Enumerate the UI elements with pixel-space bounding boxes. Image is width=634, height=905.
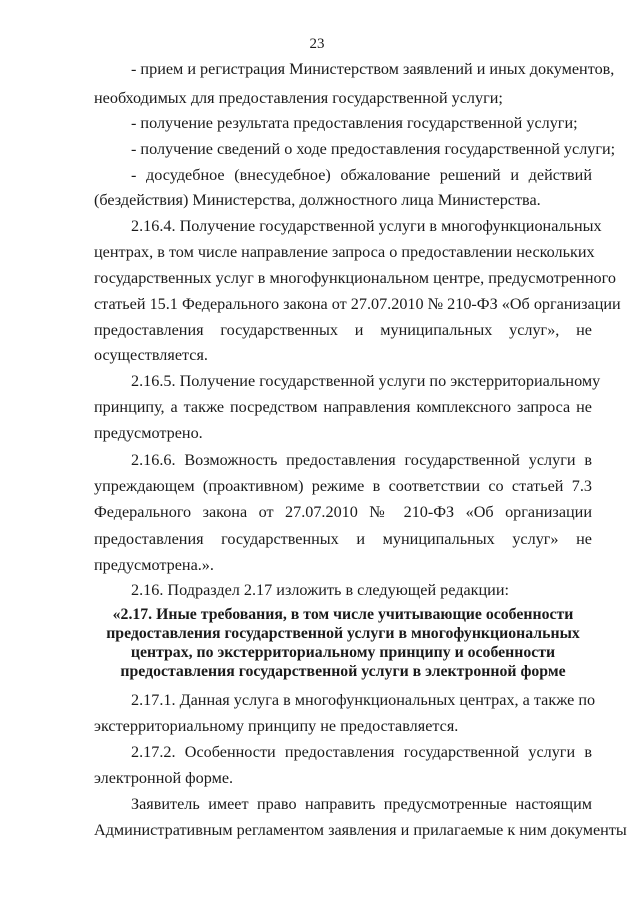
text-line: центрах, в том числе направление запроса о предоставлении нескольких (94, 243, 595, 261)
section-heading-line: центрах, по экстерриториальному принципу и особенности (130, 644, 556, 661)
text-line: 2.16. Подраздел 2.17 изложить в следующей редакции: (131, 581, 509, 599)
text-line: государственных услуг в многофункциональном центре, предусмотренного (94, 269, 616, 287)
text-line: предусмотрено. (94, 424, 203, 442)
text-line: принципу, а также посредством направления комплексного запроса не (94, 398, 592, 416)
text-line: 2.16.5. Получение государственной услуги по экстерриториальному (131, 372, 601, 390)
text-line: Заявитель имеет право направить предусмотренные настоящим (131, 795, 592, 813)
text-line: упреждающем (проактивном) режиме в соответствии со статьей 7.3 (94, 477, 592, 495)
text-line: - досудебное (внесудебное) обжалование решений и действий (131, 166, 592, 184)
text-line: статьей 15.1 Федерального закона от 27.07.2010 № 210-ФЗ «Об организации (94, 295, 621, 313)
text-line: предусмотрена.». (94, 556, 214, 574)
text-line: 2.17.1. Данная услуга в многофункциональных центрах, а также по (131, 691, 596, 709)
text-line: необходимых для предоставления государственной услуги; (94, 89, 503, 107)
text-line: - получение сведений о ходе предоставления государственной услуги; (131, 140, 616, 158)
text-line: предоставления государственных и муниципальных услуг», не (94, 321, 592, 339)
text-line: - получение результата предоставления государственной услуги; (131, 114, 578, 132)
section-heading-line: предоставления государственной услуги в многофункциональных (106, 625, 580, 642)
text-line: Федерального закона от 27.07.2010 № 210-ФЗ «Об организации (94, 503, 592, 521)
text-line: электронной форме. (94, 769, 234, 787)
text-line: предоставления государственных и муниципальных услуг» не (94, 530, 592, 548)
text-line: Административным регламентом заявления и прилагаемые к ним документы (94, 821, 627, 839)
text-line: 2.16.4. Получение государственной услуги в многофункциональных (131, 217, 602, 235)
section-heading-line: предоставления государственной услуги в электронной форме (120, 663, 566, 680)
page-number: 23 (309, 36, 325, 52)
text-line: - прием и регистрация Министерством заявлений и иных документов, (131, 60, 615, 78)
section-heading-line: «2.17. Иные требования, в том числе учитывающие особенности (112, 606, 574, 623)
text-line: экстерриториальному принципу не предоставляется. (94, 717, 459, 735)
text-line: осуществляется. (94, 346, 208, 364)
text-line: (бездействия) Министерства, должностного лица Министерства. (94, 191, 541, 209)
text-line: 2.17.2. Особенности предоставления государственной услуги в (131, 743, 592, 761)
text-line: 2.16.6. Возможность предоставления государственной услуги в (131, 451, 592, 469)
